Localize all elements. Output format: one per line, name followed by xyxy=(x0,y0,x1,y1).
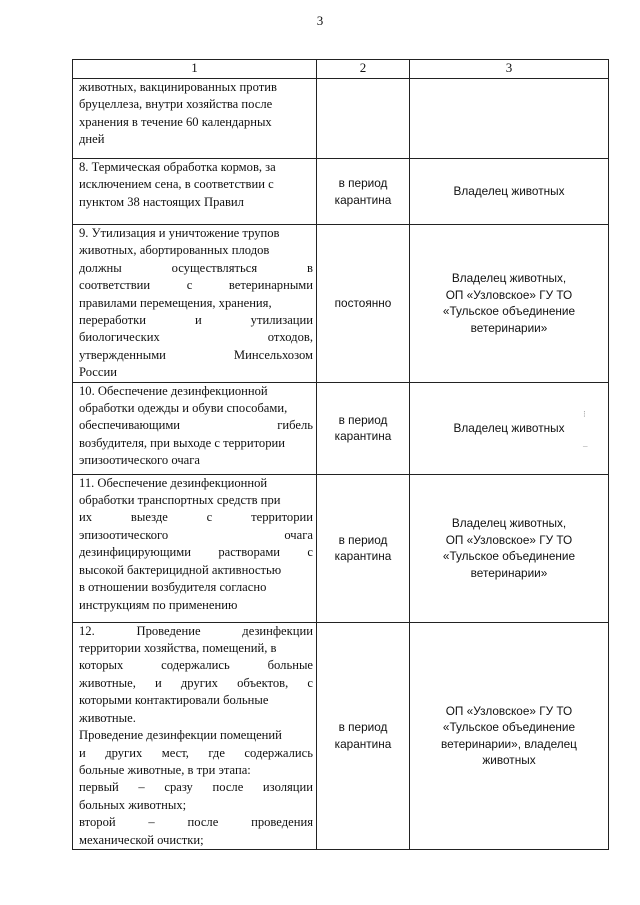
description-line: правилами перемещения, хранения, xyxy=(79,295,272,310)
description-line: животных, абортированных плодов xyxy=(79,243,270,258)
description-line: животные. xyxy=(79,710,136,725)
description-line: дезинфицирующими растворами с xyxy=(79,545,313,560)
description-line: второй – после проведения xyxy=(79,815,313,830)
scan-mark: – xyxy=(583,441,588,451)
description-line: утвержденными Минсельхозом xyxy=(79,347,313,362)
description-line: животных, вакцинированных против xyxy=(79,80,277,94)
description-line: дней xyxy=(79,132,105,147)
responsible-line: «Тульское объединение xyxy=(442,720,576,735)
description-line: исключением сена, в соответствии с xyxy=(79,177,274,192)
description-line: инструкциям по применению xyxy=(79,597,238,612)
header-col-1: 1 xyxy=(73,60,317,79)
measure-description xyxy=(73,622,317,849)
description-line: России xyxy=(79,365,117,380)
description-line: высокой бактерицидной активностью xyxy=(79,562,282,577)
responsible-line: «Тульское объединение xyxy=(442,549,576,564)
measure-description xyxy=(73,159,317,225)
measure-responsible xyxy=(410,382,609,474)
measure-description xyxy=(73,79,317,159)
measure-description xyxy=(73,382,317,474)
measures-table xyxy=(72,59,609,850)
description-line: и других мест, где содержались xyxy=(79,745,313,760)
description-line: бруцеллеза, внутри хозяйства после xyxy=(79,97,273,112)
period-line: в период xyxy=(338,176,388,190)
responsible-line: ОП «Узловское» ГУ ТО xyxy=(445,287,573,302)
description-line: территории хозяйства, помещений, в xyxy=(79,641,277,656)
period-line: в период xyxy=(338,412,388,427)
measure-period xyxy=(317,225,410,383)
measure-description xyxy=(73,474,317,622)
description-line: 8. Термическая обработка кормов, за xyxy=(79,160,276,174)
responsible-line: ветеринарии» xyxy=(470,565,548,580)
table-row xyxy=(73,159,609,225)
description-line: эпизоотического очага xyxy=(79,453,201,468)
measure-responsible xyxy=(410,474,609,622)
description-line: в отношении возбудителя согласно xyxy=(79,580,267,595)
period-line: карантина xyxy=(334,429,392,444)
responsible-line: ОП «Узловское» ГУ ТО xyxy=(445,703,573,718)
period-line: в период xyxy=(338,720,388,735)
measure-responsible xyxy=(410,79,609,159)
description-line: возбудителя, при выходе с территории xyxy=(79,435,285,450)
description-line: 11. Обеспечение дезинфекционной xyxy=(79,475,268,490)
measure-responsible xyxy=(410,225,609,383)
description-line: обеспечивающими гибель xyxy=(79,418,313,433)
description-line: механической очистки; xyxy=(79,832,204,847)
table-row xyxy=(73,382,609,474)
description-line: первый – сразу после изоляции xyxy=(79,780,313,795)
measure-period xyxy=(317,474,410,622)
description-line: больные животные, в три этапа: xyxy=(79,762,251,777)
description-line: больных животных; xyxy=(79,797,187,812)
description-line: должны осуществляться в xyxy=(79,260,313,275)
description-line: эпизоотического очага xyxy=(79,527,313,542)
page-number: 3 xyxy=(316,13,324,28)
measure-responsible xyxy=(410,159,609,225)
responsible-line: животных xyxy=(482,753,536,768)
description-line: животные, и других объектов, с xyxy=(79,675,313,690)
description-line: переработки и утилизации xyxy=(79,313,313,328)
description-line: соответствии с ветеринарными xyxy=(79,278,313,293)
measure-period xyxy=(317,622,410,849)
description-line: которыми контактировали больные xyxy=(79,693,269,708)
description-line: их выезде с территории xyxy=(79,510,313,525)
header-col-3: 3 xyxy=(410,60,609,79)
responsible-line: ветеринарии» xyxy=(470,320,548,335)
measure-period xyxy=(317,79,410,159)
description-line: 9. Утилизация и уничтожение трупов xyxy=(79,226,280,240)
period-line: карантина xyxy=(334,736,392,751)
responsible-line: Владелец животных, xyxy=(451,271,567,286)
period-line: карантина xyxy=(334,549,392,564)
description-line: обработки транспортных средств при xyxy=(79,493,281,508)
description-line: 10. Обеспечение дезинфекционной xyxy=(79,383,268,398)
header-col-2: 2 xyxy=(317,60,410,79)
description-line: обработки одежды и обуви способами, xyxy=(79,401,288,416)
description-line: Проведение дезинфекции помещений xyxy=(79,728,282,743)
responsible-line: Владелец животных, xyxy=(451,516,567,531)
measure-period xyxy=(317,159,410,225)
table-header-row xyxy=(73,60,609,79)
scan-mark: ⁝ xyxy=(583,409,586,419)
table-row xyxy=(73,622,609,849)
responsible-line: ветеринарии», владелец xyxy=(441,736,577,751)
responsible-line: «Тульское объединение xyxy=(442,304,576,319)
responsible-line: Владелец животных xyxy=(453,420,565,435)
period-line: в период xyxy=(338,532,388,547)
responsible-line: ОП «Узловское» ГУ ТО xyxy=(445,532,573,547)
description-line: биологических отходов, xyxy=(79,330,313,345)
table-row xyxy=(73,474,609,622)
measure-period xyxy=(317,382,410,474)
measure-description xyxy=(73,225,317,383)
measure-responsible xyxy=(410,622,609,849)
description-line: пунктом 38 настоящих Правил xyxy=(79,194,244,209)
description-line: 12. Проведение дезинфекции xyxy=(79,623,313,638)
period-line: карантина xyxy=(334,192,392,207)
table-row xyxy=(73,79,609,159)
table-row xyxy=(73,225,609,383)
period-line: постоянно xyxy=(334,296,392,311)
responsible-line: Владелец животных xyxy=(453,184,565,199)
description-line: которых содержались больные xyxy=(79,658,313,673)
description-line: хранения в течение 60 календарных xyxy=(79,114,272,129)
